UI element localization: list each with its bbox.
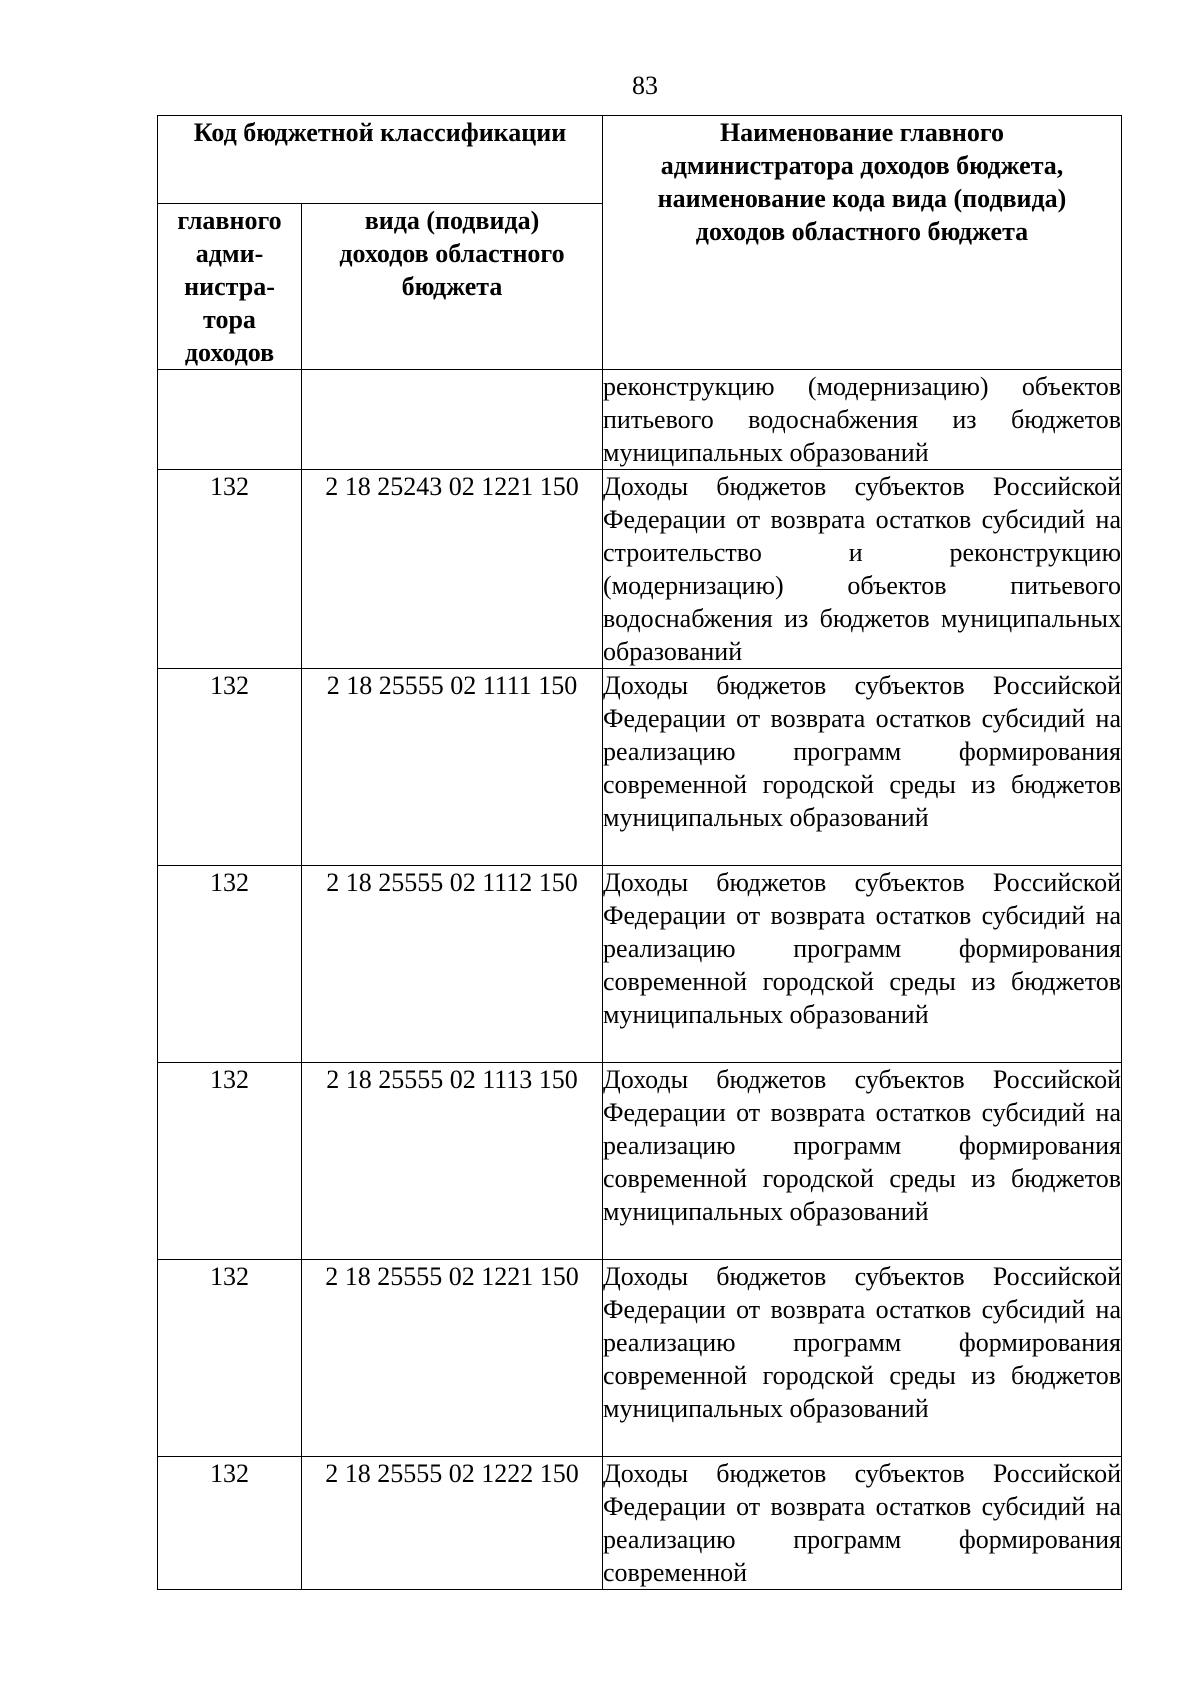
admin-code-cell (158, 370, 302, 470)
revenue-code-cell: 2 18 25555 02 1221 150 (302, 1260, 603, 1457)
table-row (158, 669, 1122, 866)
revenue-name-cell: реконструкцию (модернизацию) объектов питьевого водоснабжения из бюджетов муниципальных образований (603, 370, 1122, 470)
header-type-line: бюджета (401, 272, 503, 301)
revenue-name-cell: Доходы бюджетов субъектов Российской Федерации от возврата остатков субсидий на реализацию программ формирования современной городской среды из бюджетов муниципальных образований (603, 669, 1122, 866)
revenue-code-cell (302, 370, 603, 470)
header-admin-line: тора (203, 305, 256, 334)
page-number: 83 (632, 71, 658, 100)
revenue-name-cell: Доходы бюджетов субъектов Российской Федерации от возврата остатков субсидий на реализацию программ формирования современной городской среды из бюджетов муниципальных образований (603, 1063, 1122, 1260)
table-row (158, 1260, 1122, 1457)
revenue-code-cell: 2 18 25243 02 1221 150 (302, 470, 603, 669)
revenue-code-cell: 2 18 25555 02 1112 150 (302, 866, 603, 1063)
table-row (158, 1457, 1122, 1590)
table-row (158, 1063, 1122, 1260)
revenue-name-cell: Доходы бюджетов субъектов Российской Федерации от возврата остатков субсидий на реализацию программ формирования современной городской среды из бюджетов муниципальных образований (603, 866, 1122, 1063)
table-row (158, 470, 1122, 669)
header-type-line: доходов областного (339, 239, 565, 268)
table-row (158, 370, 1122, 470)
header-admin-line: главного (177, 206, 282, 235)
header-name-line: доходов областного бюджета (695, 217, 1029, 246)
revenue-code-cell: 2 18 25555 02 1113 150 (302, 1063, 603, 1260)
admin-code-cell: 132 (158, 1260, 302, 1457)
header-revenue-name (603, 116, 1122, 370)
revenue-name-cell: Доходы бюджетов субъектов Российской Федерации от возврата остатков субсидий на реализацию программ формирования современной (603, 1457, 1122, 1590)
budget-classification-table (157, 115, 1122, 1590)
header-admin-line: нистра- (184, 272, 275, 301)
header-name-line: наименование кода вида (подвида) (657, 184, 1067, 213)
revenue-name-cell: Доходы бюджетов субъектов Российской Федерации от возврата остатков субсидий на реализацию программ формирования современной городской среды из бюджетов муниципальных образований (603, 1260, 1122, 1457)
revenue-code-cell: 2 18 25555 02 1111 150 (302, 669, 603, 866)
table-row (158, 866, 1122, 1063)
header-budget-classification-code: Код бюджетной классификации (158, 116, 603, 204)
header-name-line: администратора доходов бюджета, (660, 151, 1064, 180)
admin-code-cell: 132 (158, 1063, 302, 1260)
revenue-name-cell: Доходы бюджетов субъектов Российской Федерации от возврата остатков субсидий на строительство и реконструкцию (модернизацию) объектов питьевого водоснабжения из бюджетов муниципальных образований (603, 470, 1122, 669)
admin-code-cell: 132 (158, 470, 302, 669)
revenue-code-cell: 2 18 25555 02 1222 150 (302, 1457, 603, 1590)
admin-code-cell: 132 (158, 866, 302, 1063)
header-type-line: вида (подвида) (364, 206, 540, 235)
header-name-line: Наименование главного (719, 118, 1005, 147)
header-admin-line: адми- (195, 239, 264, 268)
admin-code-cell: 132 (158, 1457, 302, 1590)
header-chief-administrator (158, 204, 302, 370)
header-revenue-type (302, 204, 603, 370)
header-admin-line: доходов (184, 338, 275, 367)
admin-code-cell: 132 (158, 669, 302, 866)
